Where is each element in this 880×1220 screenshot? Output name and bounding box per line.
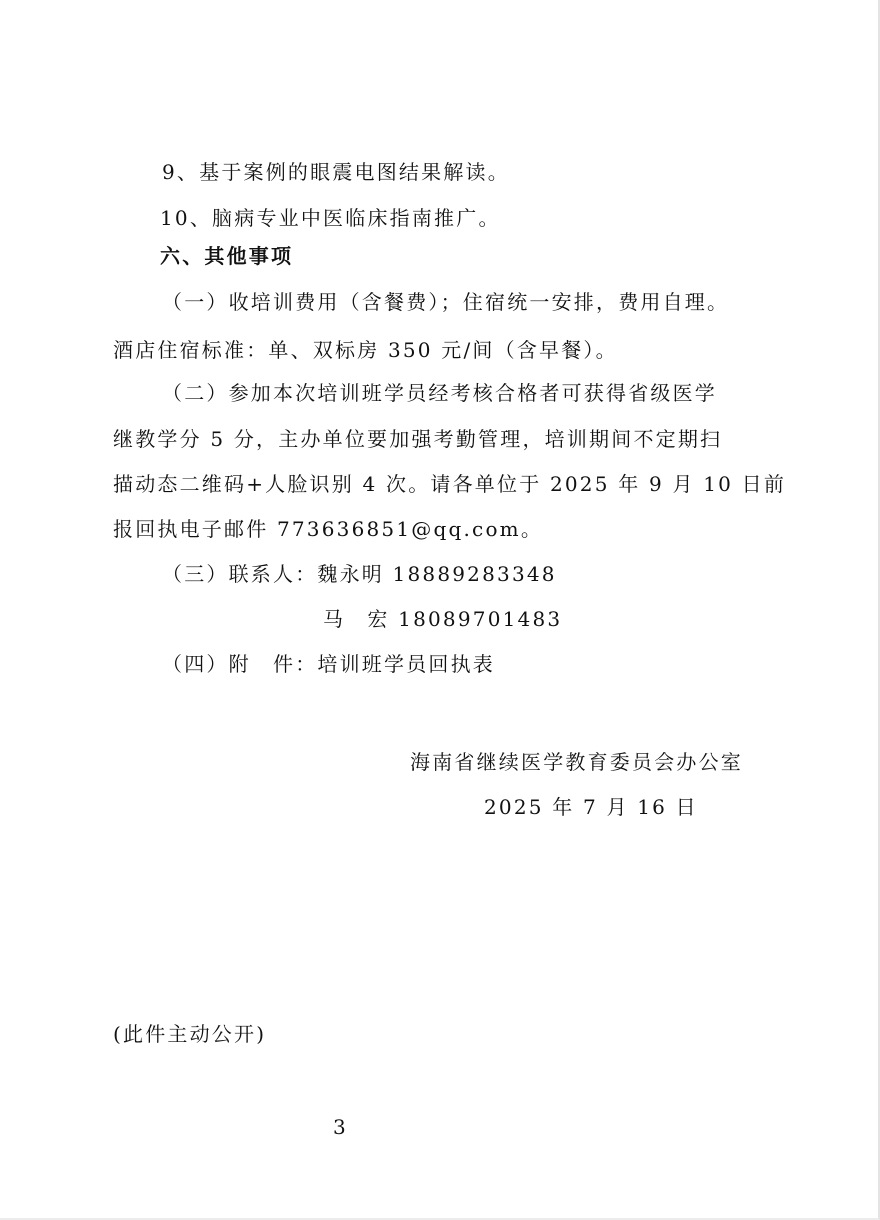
disclosure-note: (此件主动公开) [113, 1022, 267, 1046]
paragraph-credits-line-3: 描动态二维码+人脸识别 4 次。请各单位于 2025 年 9 月 10 日前 [113, 472, 787, 496]
list-item-10: 10、脑病专业中医临床指南推广。 [160, 206, 501, 230]
paragraph-credits-line-4: 报回执电子邮件 773636851@qq.com。 [113, 517, 544, 541]
attachment-line: （四）附 件：培训班学员回执表 [162, 652, 495, 676]
list-item-9: 9、基于案例的眼震电图结果解读。 [162, 160, 510, 184]
paragraph-credits-line-2: 继教学分 5 分，主办单位要加强考勤管理，培训期间不定期扫 [113, 427, 723, 451]
section-heading-other-matters: 六、其他事项 [160, 244, 294, 268]
signature-organization: 海南省继续医学教育委员会办公室 [410, 750, 743, 774]
signature-date: 2025 年 7 月 16 日 [484, 795, 698, 819]
paragraph-fees-line-1: （一）收培训费用（含餐费）；住宿统一安排，费用自理。 [162, 290, 730, 314]
paragraph-credits-line-1: （二）参加本次培训班学员经考核合格者可获得省级医学 [162, 381, 717, 405]
page-number: 3 [333, 1115, 346, 1139]
contact-person-2: 马 宏 18089701483 [323, 607, 563, 631]
paragraph-fees-line-2: 酒店住宿标准：单、双标房 350 元/间（含早餐）。 [113, 338, 618, 362]
contact-person-1: （三）联系人：魏永明 18889283348 [162, 562, 557, 586]
